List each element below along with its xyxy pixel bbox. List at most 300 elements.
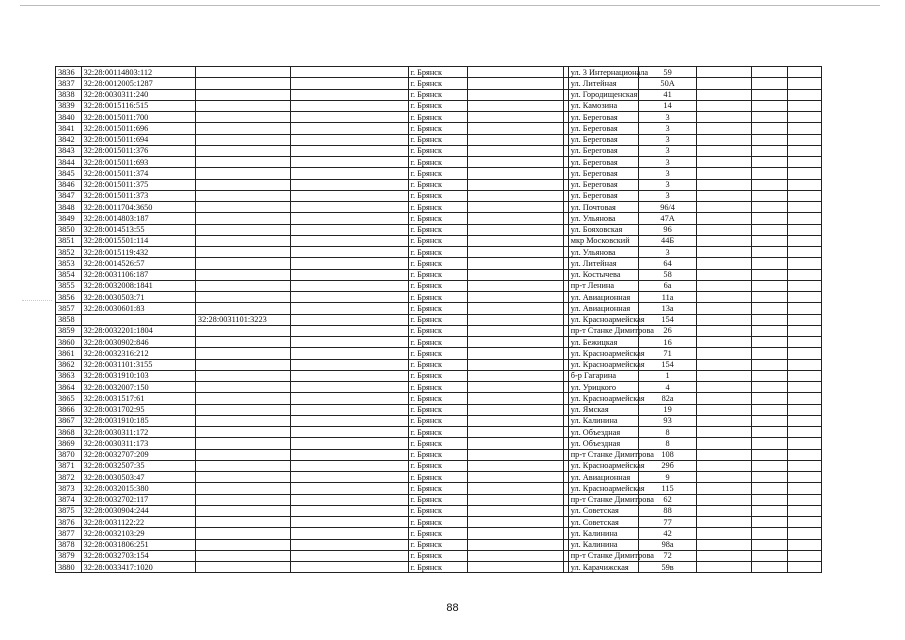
table-row <box>56 449 822 460</box>
register-table <box>55 66 822 573</box>
house-number-cell: 50А <box>639 78 697 89</box>
cadastral-number-cell: 32:28:0015116:515 <box>81 100 195 111</box>
extra-cadastral-cell <box>195 494 290 505</box>
street-cell: ул. Костычева <box>568 269 639 280</box>
city-cell: г. Брянск <box>408 100 468 111</box>
table-row <box>56 157 822 168</box>
cadastral-number-cell: 32:28:0032103:29 <box>81 528 195 539</box>
empty-cell <box>696 67 752 78</box>
empty-cell <box>752 370 787 381</box>
empty-cell <box>787 325 821 336</box>
cadastral-number-cell: 32:28:0032008:1841 <box>81 280 195 291</box>
row-number-cell: 3876 <box>56 517 82 528</box>
extra-cadastral-cell <box>195 460 290 471</box>
row-number-cell: 3868 <box>56 427 82 438</box>
empty-cell <box>696 269 752 280</box>
row-number-cell: 3836 <box>56 67 82 78</box>
cadastral-number-cell: 32:28:0031106:187 <box>81 269 195 280</box>
empty-cell <box>787 505 821 516</box>
row-number-cell: 3854 <box>56 269 82 280</box>
empty-cell <box>787 348 821 359</box>
city-cell: г. Брянск <box>408 202 468 213</box>
empty-cell <box>787 483 821 494</box>
house-number-cell: 3 <box>639 179 697 190</box>
street-cell: ул. Бежицкая <box>568 337 639 348</box>
house-number-cell: 77 <box>639 517 697 528</box>
empty-cell <box>787 78 821 89</box>
table-row <box>56 89 822 100</box>
city-cell: г. Брянск <box>408 438 468 449</box>
house-number-cell: 115 <box>639 483 697 494</box>
city-cell: г. Брянск <box>408 112 468 123</box>
street-cell: ул. Бояховская <box>568 224 639 235</box>
empty-cell <box>696 202 752 213</box>
table-row <box>56 337 822 348</box>
empty-cell <box>787 112 821 123</box>
empty-cell <box>291 145 409 156</box>
empty-cell <box>696 303 752 314</box>
extra-cadastral-cell <box>195 145 290 156</box>
city-cell: г. Брянск <box>408 280 468 291</box>
extra-cadastral-cell <box>195 404 290 415</box>
city-cell: г. Брянск <box>408 303 468 314</box>
empty-cell <box>696 539 752 550</box>
empty-cell <box>696 528 752 539</box>
house-number-cell: 16 <box>639 337 697 348</box>
empty-cell <box>752 202 787 213</box>
cadastral-number-cell: 32:28:0030902:846 <box>81 337 195 348</box>
row-number-cell: 3865 <box>56 393 82 404</box>
extra-cadastral-cell <box>195 472 290 483</box>
empty-cell <box>787 235 821 246</box>
cadastral-number-cell: 32:28:0012005:1287 <box>81 78 195 89</box>
table-row <box>56 562 822 573</box>
extra-cadastral-cell <box>195 157 290 168</box>
empty-cell <box>752 562 787 573</box>
house-number-cell: 3 <box>639 123 697 134</box>
table-row <box>56 202 822 213</box>
empty-cell <box>752 179 787 190</box>
row-number-cell: 3859 <box>56 325 82 336</box>
extra-cadastral-cell <box>195 123 290 134</box>
extra-cadastral-cell <box>195 415 290 426</box>
cadastral-number-cell: 32:28:0030904:244 <box>81 505 195 516</box>
house-number-cell: 108 <box>639 449 697 460</box>
empty-cell <box>468 550 564 561</box>
street-cell: ул. Советская <box>568 517 639 528</box>
extra-cadastral-cell: 32:28:0031101:3223 <box>195 314 290 325</box>
cadastral-number-cell <box>81 314 195 325</box>
street-cell: ул. Объездная <box>568 427 639 438</box>
street-cell: ул. Береговая <box>568 112 639 123</box>
empty-cell <box>787 258 821 269</box>
row-number-cell: 3838 <box>56 89 82 100</box>
table-row <box>56 145 822 156</box>
empty-cell <box>468 67 564 78</box>
city-cell: г. Брянск <box>408 382 468 393</box>
row-number-cell: 3869 <box>56 438 82 449</box>
extra-cadastral-cell <box>195 528 290 539</box>
empty-cell <box>291 460 409 471</box>
empty-cell <box>696 168 752 179</box>
street-cell: ул. Калинина <box>568 415 639 426</box>
empty-cell <box>468 89 564 100</box>
empty-cell <box>752 190 787 201</box>
empty-cell <box>468 280 564 291</box>
empty-cell <box>291 179 409 190</box>
empty-cell <box>291 393 409 404</box>
empty-cell <box>291 100 409 111</box>
cadastral-number-cell: 32:28:0032702:117 <box>81 494 195 505</box>
row-number-cell: 3862 <box>56 359 82 370</box>
row-number-cell: 3841 <box>56 123 82 134</box>
empty-cell <box>468 292 564 303</box>
house-number-cell: 154 <box>639 314 697 325</box>
street-cell: ул. Ульянова <box>568 247 639 258</box>
empty-cell <box>752 505 787 516</box>
empty-cell <box>787 303 821 314</box>
empty-cell <box>696 235 752 246</box>
city-cell: г. Брянск <box>408 123 468 134</box>
extra-cadastral-cell <box>195 134 290 145</box>
empty-cell <box>468 517 564 528</box>
empty-cell <box>752 359 787 370</box>
house-number-cell: 8 <box>639 427 697 438</box>
extra-cadastral-cell <box>195 213 290 224</box>
empty-cell <box>291 269 409 280</box>
extra-cadastral-cell <box>195 190 290 201</box>
row-number-cell: 3837 <box>56 78 82 89</box>
street-cell: ул. Авиационная <box>568 303 639 314</box>
empty-cell <box>291 303 409 314</box>
city-cell: г. Брянск <box>408 213 468 224</box>
empty-cell <box>787 157 821 168</box>
empty-cell <box>291 67 409 78</box>
street-cell: ул. Красноармейская <box>568 460 639 471</box>
house-number-cell: 64 <box>639 258 697 269</box>
empty-cell <box>291 168 409 179</box>
empty-cell <box>787 213 821 224</box>
empty-cell <box>787 427 821 438</box>
empty-cell <box>787 415 821 426</box>
cadastral-number-cell: 32:28:0031517:61 <box>81 393 195 404</box>
empty-cell <box>291 370 409 381</box>
street-cell: ул. Береговая <box>568 157 639 168</box>
city-cell: г. Брянск <box>408 472 468 483</box>
extra-cadastral-cell <box>195 269 290 280</box>
empty-cell <box>291 314 409 325</box>
table-row <box>56 415 822 426</box>
extra-cadastral-cell <box>195 550 290 561</box>
house-number-cell: 19 <box>639 404 697 415</box>
empty-cell <box>752 449 787 460</box>
empty-cell <box>291 190 409 201</box>
street-cell: ул. Красноармейская <box>568 483 639 494</box>
extra-cadastral-cell <box>195 438 290 449</box>
empty-cell <box>696 517 752 528</box>
empty-cell <box>752 460 787 471</box>
street-cell: ул. Красноармейская <box>568 359 639 370</box>
empty-cell <box>787 517 821 528</box>
street-cell: ул. Красноармейская <box>568 348 639 359</box>
empty-cell <box>468 303 564 314</box>
city-cell: г. Брянск <box>408 539 468 550</box>
city-cell: г. Брянск <box>408 483 468 494</box>
city-cell: г. Брянск <box>408 258 468 269</box>
row-number-cell: 3839 <box>56 100 82 111</box>
empty-cell <box>468 438 564 449</box>
empty-cell <box>468 202 564 213</box>
empty-cell <box>468 112 564 123</box>
empty-cell <box>696 190 752 201</box>
house-number-cell: 6а <box>639 280 697 291</box>
city-cell: г. Брянск <box>408 145 468 156</box>
row-number-cell: 3845 <box>56 168 82 179</box>
extra-cadastral-cell <box>195 517 290 528</box>
table-row <box>56 168 822 179</box>
empty-cell <box>696 123 752 134</box>
street-cell: ул. Объездная <box>568 438 639 449</box>
empty-cell <box>696 112 752 123</box>
empty-cell <box>752 337 787 348</box>
empty-cell <box>787 67 821 78</box>
empty-cell <box>696 280 752 291</box>
row-number-cell: 3871 <box>56 460 82 471</box>
empty-cell <box>468 224 564 235</box>
empty-cell <box>468 449 564 460</box>
empty-cell <box>752 100 787 111</box>
cadastral-number-cell: 32:28:0032703:154 <box>81 550 195 561</box>
extra-cadastral-cell <box>195 89 290 100</box>
empty-cell <box>752 145 787 156</box>
empty-cell <box>787 202 821 213</box>
table-row <box>56 348 822 359</box>
cadastral-number-cell: 32:28:0031806:251 <box>81 539 195 550</box>
empty-cell <box>291 123 409 134</box>
extra-cadastral-cell <box>195 292 290 303</box>
city-cell: г. Брянск <box>408 168 468 179</box>
extra-cadastral-cell <box>195 449 290 460</box>
street-cell: мкр Московский <box>568 235 639 246</box>
empty-cell <box>787 292 821 303</box>
empty-cell <box>291 382 409 393</box>
cadastral-number-cell: 32:28:0030601:83 <box>81 303 195 314</box>
empty-cell <box>291 348 409 359</box>
empty-cell <box>696 427 752 438</box>
table-row <box>56 359 822 370</box>
street-cell: пр-т Станке Димитрова <box>568 550 639 561</box>
row-number-cell: 3861 <box>56 348 82 359</box>
row-number-cell: 3875 <box>56 505 82 516</box>
empty-cell <box>468 539 564 550</box>
city-cell: г. Брянск <box>408 404 468 415</box>
house-number-cell: 3 <box>639 145 697 156</box>
city-cell: г. Брянск <box>408 247 468 258</box>
house-number-cell: 26 <box>639 325 697 336</box>
row-number-cell: 3846 <box>56 179 82 190</box>
cadastral-number-cell: 32:28:0015119:432 <box>81 247 195 258</box>
street-cell: ул. Авиационная <box>568 472 639 483</box>
extra-cadastral-cell <box>195 325 290 336</box>
house-number-cell: 41 <box>639 89 697 100</box>
table-row <box>56 393 822 404</box>
house-number-cell: 62 <box>639 494 697 505</box>
street-cell: ул. Береговая <box>568 179 639 190</box>
street-cell: ул. Калинина <box>568 539 639 550</box>
city-cell: г. Брянск <box>408 325 468 336</box>
house-number-cell: 58 <box>639 269 697 280</box>
table-row <box>56 224 822 235</box>
city-cell: г. Брянск <box>408 494 468 505</box>
empty-cell <box>787 359 821 370</box>
empty-cell <box>291 337 409 348</box>
empty-cell <box>696 134 752 145</box>
empty-cell <box>787 472 821 483</box>
empty-cell <box>696 348 752 359</box>
cadastral-number-cell: 32:28:0014803:187 <box>81 213 195 224</box>
extra-cadastral-cell <box>195 280 290 291</box>
house-number-cell: 72 <box>639 550 697 561</box>
empty-cell <box>468 269 564 280</box>
table-row <box>56 382 822 393</box>
table-row <box>56 247 822 258</box>
empty-cell <box>696 449 752 460</box>
empty-cell <box>291 415 409 426</box>
row-number-cell: 3843 <box>56 145 82 156</box>
empty-cell <box>787 247 821 258</box>
empty-cell <box>696 337 752 348</box>
table-row <box>56 460 822 471</box>
empty-cell <box>291 427 409 438</box>
empty-cell <box>291 438 409 449</box>
table-row <box>56 404 822 415</box>
empty-cell <box>291 550 409 561</box>
house-number-cell: 4 <box>639 382 697 393</box>
empty-cell <box>752 382 787 393</box>
empty-cell <box>752 224 787 235</box>
empty-cell <box>468 168 564 179</box>
city-cell: г. Брянск <box>408 550 468 561</box>
empty-cell <box>468 370 564 381</box>
table-row <box>56 303 822 314</box>
row-number-cell: 3872 <box>56 472 82 483</box>
house-number-cell: 13а <box>639 303 697 314</box>
empty-cell <box>468 100 564 111</box>
city-cell: г. Брянск <box>408 89 468 100</box>
empty-cell <box>291 325 409 336</box>
table-row <box>56 269 822 280</box>
street-cell: ул. Литейная <box>568 78 639 89</box>
empty-cell <box>787 145 821 156</box>
empty-cell <box>291 235 409 246</box>
house-number-cell: 93 <box>639 415 697 426</box>
empty-cell <box>468 134 564 145</box>
empty-cell <box>787 190 821 201</box>
cadastral-number-cell: 32:28:0032707:209 <box>81 449 195 460</box>
empty-cell <box>291 89 409 100</box>
extra-cadastral-cell <box>195 247 290 258</box>
street-cell: ул. Карачижская <box>568 562 639 573</box>
cadastral-number-cell: 32:28:0031910:103 <box>81 370 195 381</box>
empty-cell <box>752 314 787 325</box>
register-body <box>56 67 822 573</box>
house-number-cell: 59в <box>639 562 697 573</box>
empty-cell <box>752 494 787 505</box>
cadastral-number-cell: 32:28:0011704:3650 <box>81 202 195 213</box>
table-row <box>56 280 822 291</box>
house-number-cell: 29б <box>639 460 697 471</box>
empty-cell <box>696 472 752 483</box>
row-number-cell: 3857 <box>56 303 82 314</box>
table-row <box>56 483 822 494</box>
city-cell: г. Брянск <box>408 505 468 516</box>
table-row <box>56 78 822 89</box>
cadastral-number-cell: 32:28:0015011:373 <box>81 190 195 201</box>
empty-cell <box>696 415 752 426</box>
house-number-cell: 82а <box>639 393 697 404</box>
empty-cell <box>752 303 787 314</box>
street-cell: пр-т Станке Димитрова <box>568 325 639 336</box>
house-number-cell: 96/4 <box>639 202 697 213</box>
empty-cell <box>468 404 564 415</box>
empty-cell <box>696 404 752 415</box>
table-row <box>56 112 822 123</box>
street-cell: пр-т Станке Димитрова <box>568 449 639 460</box>
row-number-cell: 3870 <box>56 449 82 460</box>
empty-cell <box>752 415 787 426</box>
house-number-cell: 9 <box>639 472 697 483</box>
empty-cell <box>291 404 409 415</box>
empty-cell <box>752 168 787 179</box>
cadastral-number-cell: 32:28:0032007:150 <box>81 382 195 393</box>
empty-cell <box>468 472 564 483</box>
cadastral-number-cell: 32:28:0014513:55 <box>81 224 195 235</box>
cadastral-number-cell: 32:28:0032201:1804 <box>81 325 195 336</box>
empty-cell <box>787 89 821 100</box>
table-row <box>56 100 822 111</box>
empty-cell <box>787 562 821 573</box>
city-cell: г. Брянск <box>408 78 468 89</box>
city-cell: г. Брянск <box>408 235 468 246</box>
table-row <box>56 370 822 381</box>
city-cell: г. Брянск <box>408 190 468 201</box>
empty-cell <box>752 393 787 404</box>
house-number-cell: 154 <box>639 359 697 370</box>
empty-cell <box>787 404 821 415</box>
empty-cell <box>291 472 409 483</box>
street-cell: пр-т Станке Димитрова <box>568 494 639 505</box>
city-cell: г. Брянск <box>408 179 468 190</box>
street-cell: ул. Почтовая <box>568 202 639 213</box>
extra-cadastral-cell <box>195 179 290 190</box>
empty-cell <box>468 123 564 134</box>
empty-cell <box>696 247 752 258</box>
extra-cadastral-cell <box>195 348 290 359</box>
row-number-cell: 3873 <box>56 483 82 494</box>
empty-cell <box>291 202 409 213</box>
empty-cell <box>787 539 821 550</box>
row-number-cell: 3864 <box>56 382 82 393</box>
table-row <box>56 517 822 528</box>
empty-cell <box>752 213 787 224</box>
cadastral-number-cell: 32:28:0015011:374 <box>81 168 195 179</box>
empty-cell <box>696 213 752 224</box>
empty-cell <box>468 359 564 370</box>
extra-cadastral-cell <box>195 67 290 78</box>
city-cell: г. Брянск <box>408 348 468 359</box>
extra-cadastral-cell <box>195 337 290 348</box>
cadastral-number-cell: 32:28:0032316:212 <box>81 348 195 359</box>
